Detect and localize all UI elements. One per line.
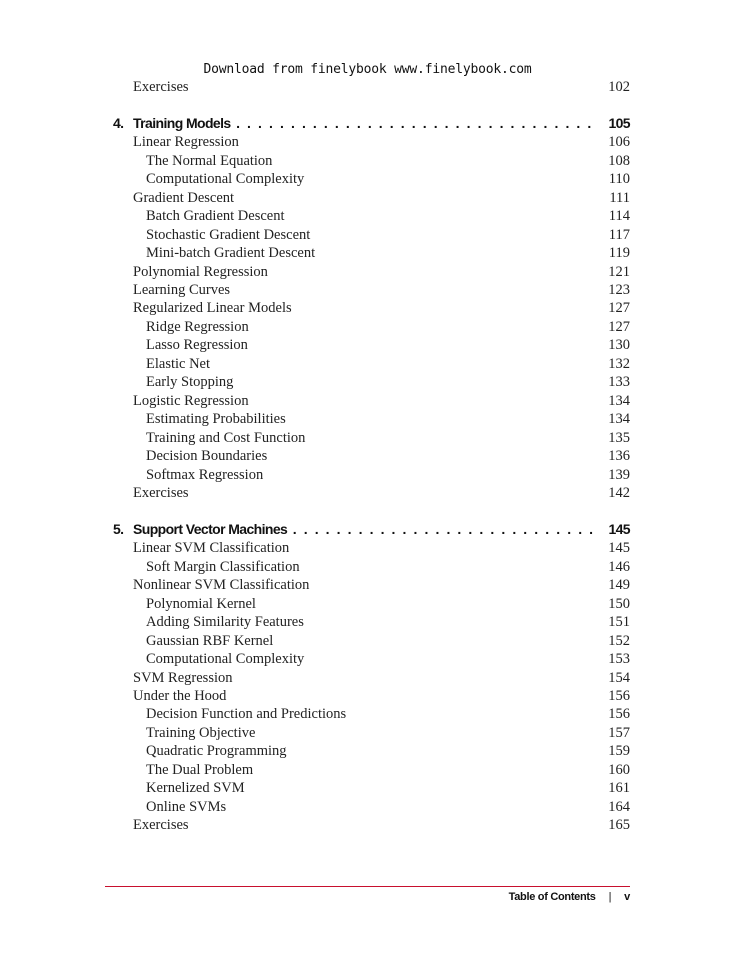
entry-title: SVM Regression [133,669,233,686]
entry-page: 150 [608,595,630,612]
footer-page-number: v [624,891,630,903]
entry-page: 134 [608,392,630,409]
chapter-page: 105 [608,114,630,131]
entry-page: 134 [608,411,630,428]
entry-page: 127 [608,300,630,317]
entry-title: Early Stopping [146,374,234,391]
entry-title: Exercises [133,79,189,95]
entry-title: Kernelized SVM [146,780,245,797]
entry-title: Exercises [133,484,189,501]
toc-subsection[interactable] [0,318,735,336]
toc-section[interactable] [0,281,735,299]
toc-subsection[interactable] [0,798,735,816]
entry-page: 117 [608,226,630,243]
entry-title: The Dual Problem [146,761,254,778]
entry-title: Logistic Regression [133,392,249,409]
entry-title: Ridge Regression [146,318,249,335]
download-banner: Download from finelybook www.finelybook.com [203,62,532,77]
entry-title: Polynomial Kernel [146,595,256,612]
entry-title: The Normal Equation [146,152,273,169]
entry-title: Estimating Probabilities [146,411,286,428]
page-footer [509,891,630,903]
toc-subsection[interactable] [0,152,735,170]
toc-subsection[interactable] [0,410,735,428]
chapter-title: Support Vector Machines . . . [133,520,599,538]
toc-subsection[interactable] [0,724,735,742]
toc-section[interactable] [0,133,735,151]
entry-title: Regularized Linear Models [133,300,292,317]
entry-title: Softmax Regression [146,466,264,483]
entry-page: 132 [608,355,630,372]
entry-page: 161 [608,780,630,797]
entry-title: Under the Hood [133,687,227,704]
toc-subsection[interactable] [0,650,735,668]
entry-page: 152 [608,632,630,649]
toc-subsection[interactable] [0,447,735,465]
toc-subsection[interactable] [0,244,735,262]
entry-page: 145 [608,540,630,557]
entry-page: 121 [608,263,630,280]
entry-page: 165 [608,817,630,834]
entry-page: 156 [608,706,630,723]
entry-page: 154 [608,669,630,686]
entry-page: 102 [608,79,630,95]
entry-title: Learning Curves [133,282,231,298]
toc-section[interactable] [0,576,735,594]
entry-page: 135 [608,429,630,446]
chapter-number: 5. [113,520,124,537]
entry-title: Training and Cost Function [146,429,306,446]
entry-page: 130 [608,337,630,354]
toc-subsection[interactable] [0,779,735,797]
entry-title: Gradient Descent [133,189,235,206]
entry-title: Decision Function and Predictions [146,706,347,723]
toc-section[interactable] [0,816,735,834]
entry-page: 160 [608,761,630,778]
entry-page: 119 [608,245,630,262]
toc-subsection[interactable] [0,355,735,373]
toc-subsection[interactable] [0,742,735,760]
entry-title: Polynomial Regression [133,263,268,280]
entry-page: 156 [608,687,630,704]
toc-section[interactable] [0,263,735,281]
toc-section[interactable] [0,484,735,502]
toc-subsection[interactable] [0,207,735,225]
entry-page: 133 [608,374,630,391]
toc-subsection[interactable] [0,170,735,188]
entry-title: Soft Margin Classification [146,558,300,575]
entry-title: Nonlinear SVM Classification [133,577,310,594]
toc-chapter[interactable] [0,114,735,132]
toc-section[interactable] [0,299,735,317]
entry-page: 136 [608,448,630,465]
entry-title: Gaussian RBF Kernel [146,632,274,649]
entry-title: Computational Complexity [146,171,305,188]
toc-section[interactable] [0,392,735,410]
toc-subsection[interactable] [0,466,735,484]
entry-page: 106 [608,134,630,151]
entry-title: Adding Similarity Features [146,614,304,631]
entry-page: 114 [608,208,630,225]
toc-section[interactable] [0,78,735,96]
toc-subsection[interactable] [0,226,735,244]
entry-title: Stochastic Gradient Descent [146,226,311,243]
toc-subsection[interactable] [0,761,735,779]
entry-page: 123 [608,282,630,298]
entry-title: Computational Complexity [146,651,305,668]
toc-section[interactable] [0,669,735,687]
toc-subsection[interactable] [0,558,735,576]
entry-title: Exercises [133,817,189,834]
entry-title: Decision Boundaries [146,448,268,465]
entry-page: 110 [608,171,630,188]
footer-separator: | [608,891,612,903]
toc-subsection[interactable] [0,595,735,613]
entry-page: 146 [608,558,630,575]
entry-title: Elastic Net [146,355,211,372]
entry-title: Linear SVM Classification [133,540,290,557]
footer-label: Table of Contents [508,891,596,903]
entry-page: 149 [608,577,630,594]
toc-subsection[interactable] [0,613,735,631]
entry-page: 153 [608,651,630,668]
entry-title: Batch Gradient Descent [146,208,285,225]
toc-subsection[interactable] [0,336,735,354]
toc-subsection[interactable] [0,632,735,650]
footer-rule [105,886,630,887]
entry-page: 139 [608,466,630,483]
chapter-page: 145 [608,520,630,537]
entry-title: Training Objective [146,724,256,741]
toc-chapter[interactable] [0,520,735,538]
entry-page: 151 [608,614,630,631]
entry-title: Linear Regression [133,134,239,151]
toc-subsection[interactable] [0,705,735,723]
toc-subsection[interactable] [0,429,735,447]
entry-page: 127 [608,318,630,335]
entry-page: 157 [608,724,630,741]
entry-page: 142 [608,484,630,501]
entry-page: 108 [608,152,630,169]
entry-page: 159 [608,743,630,760]
entry-page: 111 [609,189,630,206]
entry-page: 164 [608,798,630,815]
chapter-number: 4. [113,114,124,131]
entry-title: Online SVMs [146,798,227,815]
entry-title: Lasso Regression [146,337,248,354]
entry-title: Mini-batch Gradient Descent [146,245,316,262]
toc-section[interactable] [0,189,735,207]
toc-section[interactable] [0,687,735,705]
entry-title: Quadratic Programming [146,743,287,760]
toc-subsection[interactable] [0,373,735,391]
chapter-title: Training Models . . . [133,114,599,132]
toc-section[interactable] [0,539,735,557]
